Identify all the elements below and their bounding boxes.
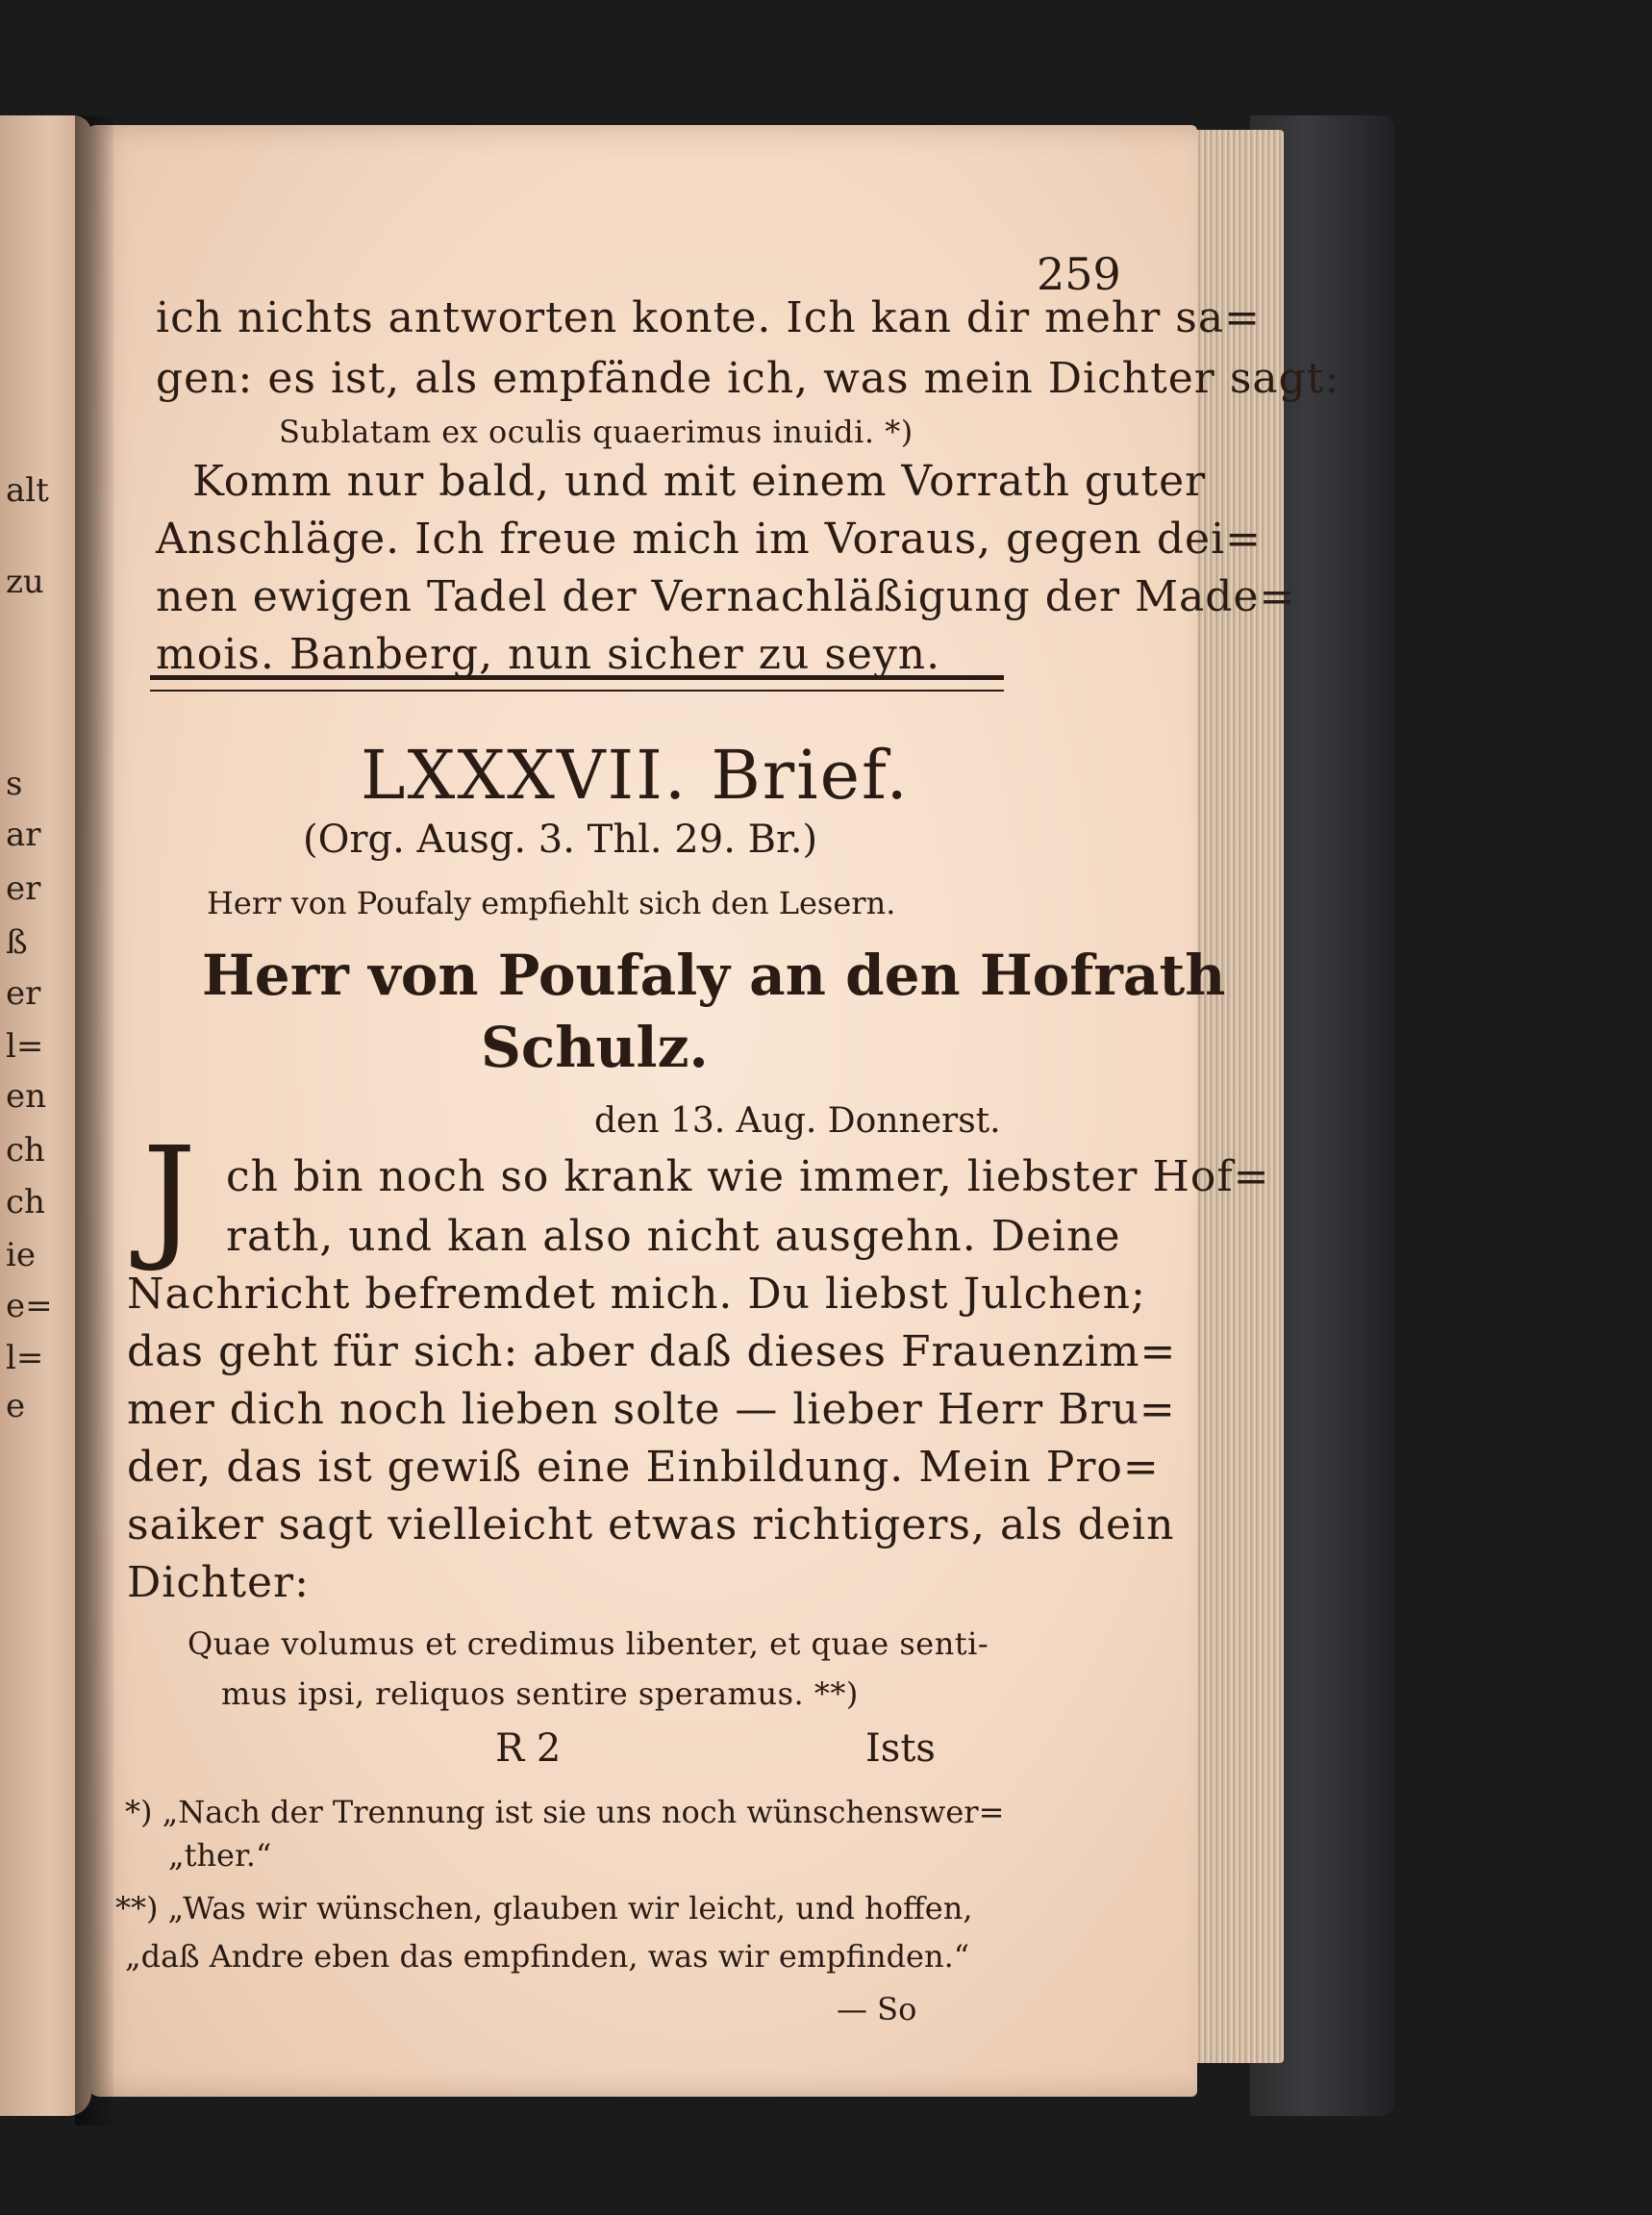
text-line: Komm nur bald, und mit einem Vorrath guter: [192, 457, 1207, 506]
signature-mark: R 2: [495, 1726, 562, 1771]
letter-line: das geht für sich: aber daß dieses Frauenzim=: [127, 1327, 1177, 1376]
catchword: Ists: [865, 1726, 936, 1771]
letter-line: mer dich noch lieben solte — lieber Herr Bru=: [127, 1385, 1176, 1434]
text-line: mois. Banberg, nun sicher zu seyn.: [156, 630, 941, 679]
left-fragment: ch: [6, 1183, 45, 1221]
letter-date: den 13. Aug. Donnerst.: [594, 1101, 1001, 1141]
text-line: Anschläge. Ich freue mich im Voraus, gegen dei=: [156, 515, 1263, 564]
footnote-line: *) „Nach der Trennung ist sie uns noch wünschenswer=: [125, 1794, 1005, 1830]
page-number: 259: [1037, 248, 1121, 300]
text-line: nen ewigen Tadel der Vernachläßigung der Made=: [156, 572, 1296, 621]
left-fragment: ar: [6, 816, 41, 854]
left-fragment: e: [6, 1387, 26, 1425]
latin-quote: Quae volumus et credimus libenter, et quae senti-: [188, 1625, 989, 1662]
letter-line: rath, und kan also nicht ausgehn. Deine: [226, 1212, 1121, 1261]
text-line: ich nichts antworten konte. Ich kan dir mehr sa=: [156, 293, 1261, 342]
letter-address-name: Schulz.: [481, 1015, 709, 1080]
left-fragment: s: [6, 765, 23, 803]
drop-capital: J: [142, 1119, 197, 1275]
letter-line: saiker sagt vielleicht etwas richtigers, als dein: [127, 1500, 1175, 1549]
gutter-shadow: [75, 115, 113, 2126]
letter-heading: LXXXVII. Brief.: [361, 736, 910, 815]
left-fragment: l=: [6, 1339, 44, 1377]
letter-line: ch bin noch so krank wie immer, liebster Hof=: [226, 1152, 1270, 1201]
latin-quote: Sublatam ex oculis quaerimus inuidi. *): [279, 414, 914, 450]
left-fragment: ß: [6, 923, 28, 962]
footnote-line: „daß Andre eben das empfinden, was wir empfinden.“: [125, 1938, 970, 1975]
left-fragment: en: [6, 1077, 47, 1116]
left-fragment: er: [6, 869, 41, 908]
left-fragment: e=: [6, 1287, 53, 1325]
footnote-line: **) „Was wir wünschen, glauben wir leicht, und hoffen,: [115, 1890, 973, 1926]
letter-address: Herr von Poufaly an den Hofrath: [202, 943, 1226, 1008]
footnote-catchword: — So: [837, 1991, 917, 2027]
letter-line: Dichter:: [127, 1558, 310, 1607]
left-fragment: zu: [6, 563, 44, 601]
left-fragment: er: [6, 974, 41, 1013]
letter-line: Nachricht befremdet mich. Du liebst Julchen;: [127, 1270, 1146, 1319]
left-fragment: alt: [6, 471, 49, 510]
book-page: [87, 125, 1340, 2097]
latin-quote: mus ipsi, reliquos sentire speramus. **): [221, 1675, 859, 1712]
letter-line: der, das ist gewiß eine Einbildung. Mein Pro=: [127, 1443, 1160, 1492]
section-divider: [150, 675, 1004, 692]
letter-summary: Herr von Poufaly empfiehlt sich den Lesern.: [207, 885, 896, 921]
left-fragment: ch: [6, 1131, 45, 1170]
letter-origin: (Org. Ausg. 3. Thl. 29. Br.): [303, 818, 818, 862]
text-line: gen: es ist, als empfände ich, was mein Dichter sagt:: [156, 354, 1340, 403]
left-fragment: ie: [6, 1236, 36, 1274]
footnote-line: „ther.“: [168, 1837, 272, 1874]
left-fragment: l=: [6, 1027, 44, 1066]
